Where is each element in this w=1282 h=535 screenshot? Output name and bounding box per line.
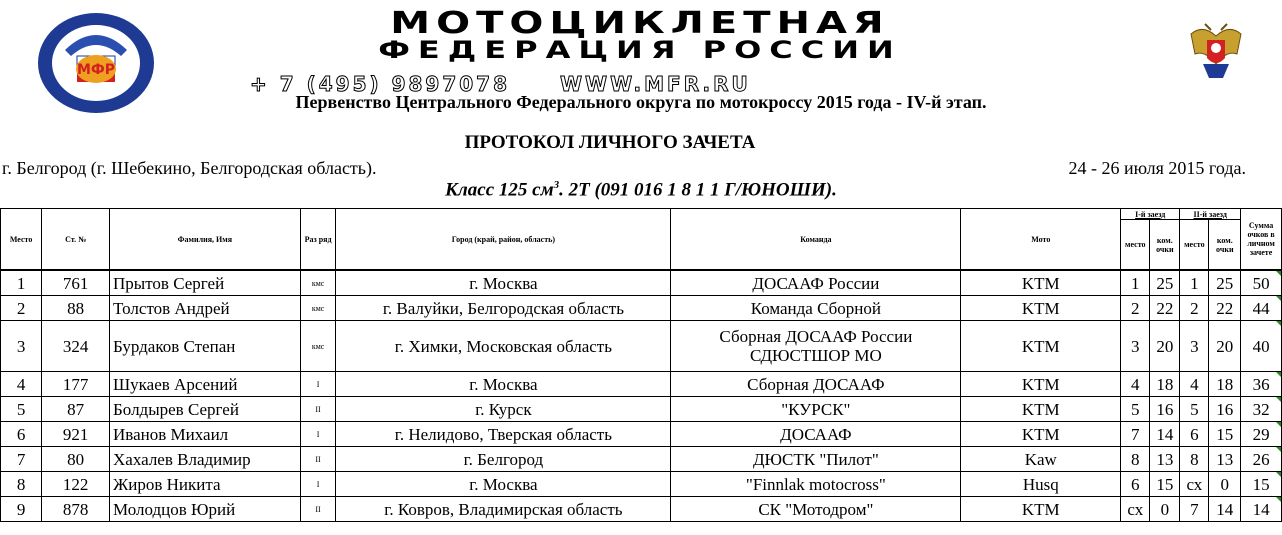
col-race1-place: место	[1121, 220, 1150, 270]
cell-r2-place: 4	[1180, 372, 1209, 397]
table-row	[1, 372, 1282, 397]
cell-r1-points: 25	[1150, 270, 1180, 296]
cell-r1-place: 1	[1121, 270, 1150, 296]
cell-city: г. Ковров, Владимирская область	[336, 497, 671, 522]
cell-moto: KTM	[961, 296, 1121, 321]
cell-rank: кмс	[300, 270, 336, 296]
cell-number: 88	[42, 296, 110, 321]
cell-rank: II	[300, 447, 336, 472]
cell-name: Шукаев Арсений	[110, 372, 301, 397]
cell-total: 50	[1241, 270, 1282, 296]
cell-name: Жиров Никита	[110, 472, 301, 497]
cell-r1-points: 14	[1150, 422, 1180, 447]
cell-moto: KTM	[961, 372, 1121, 397]
cell-r2-points: 14	[1209, 497, 1241, 522]
table-row	[1, 497, 1282, 522]
table-row	[1, 321, 1282, 372]
cell-city: г. Химки, Московская область	[336, 321, 671, 372]
col-name: Фамилия, Имя	[110, 209, 301, 271]
cell-moto: KTM	[961, 422, 1121, 447]
logo-text: МФР	[76, 62, 116, 78]
cell-r1-place: 8	[1121, 447, 1150, 472]
cell-r2-points: 16	[1209, 397, 1241, 422]
table-header-row	[1, 209, 1282, 220]
table-row	[1, 397, 1282, 422]
col-race2-place: место	[1180, 220, 1209, 270]
col-race2-points: ком. очки	[1209, 220, 1241, 270]
cell-name: Молодцов Юрий	[110, 497, 301, 522]
banner-title: МОТОЦИКЛЕТНАЯ	[390, 6, 890, 41]
cell-r1-points: 16	[1150, 397, 1180, 422]
cell-team: Команда Сборной	[671, 296, 961, 321]
cell-rank: I	[300, 472, 336, 497]
cell-place: 6	[1, 422, 42, 447]
cell-city: г. Валуйки, Белгородская область	[336, 296, 671, 321]
cell-r1-place: 4	[1121, 372, 1150, 397]
cell-moto: KTM	[961, 270, 1121, 296]
cell-rank: I	[300, 372, 336, 397]
cell-total: 32	[1241, 397, 1282, 422]
cell-moto: KTM	[961, 397, 1121, 422]
cell-r1-points: 13	[1150, 447, 1180, 472]
cell-rank: кмс	[300, 296, 336, 321]
cell-team: Сборная ДОСААФ	[671, 372, 961, 397]
col-moto: Мото	[961, 209, 1121, 271]
cell-r2-place: 6	[1180, 422, 1209, 447]
cell-moto: Kaw	[961, 447, 1121, 472]
cell-r1-points: 18	[1150, 372, 1180, 397]
cell-moto: KTM	[961, 497, 1121, 522]
cell-number: 80	[42, 447, 110, 472]
cell-number: 87	[42, 397, 110, 422]
event-dates: 24 - 26 июля 2015 года.	[1068, 158, 1246, 178]
cell-city: г. Москва	[336, 372, 671, 397]
cell-r2-points: 22	[1209, 296, 1241, 321]
protocol-title: ПРОТОКОЛ ЛИЧНОГО ЗАЧЕТА	[464, 132, 756, 153]
cell-city: г. Нелидово, Тверская область	[336, 422, 671, 447]
cell-number: 921	[42, 422, 110, 447]
cell-total: 44	[1241, 296, 1282, 321]
cell-city: г. Курск	[336, 397, 671, 422]
col-race1: I-й заезд	[1121, 209, 1180, 220]
cell-number: 324	[42, 321, 110, 372]
cell-r1-place: 5	[1121, 397, 1150, 422]
cell-rank: II	[300, 397, 336, 422]
table-row	[1, 422, 1282, 447]
cell-name: Иванов Михаил	[110, 422, 301, 447]
cell-total: 36	[1241, 372, 1282, 397]
cell-number: 761	[42, 270, 110, 296]
cell-total: 40	[1241, 321, 1282, 372]
cell-r2-points: 25	[1209, 270, 1241, 296]
cell-name: Хахалев Владимир	[110, 447, 301, 472]
cell-total: 15	[1241, 472, 1282, 497]
phone-number: + 7 (495) 9897078	[250, 72, 511, 96]
cell-team: Сборная ДОСААФ России СДЮСТШОР МО	[671, 321, 961, 372]
cell-place: 2	[1, 296, 42, 321]
cell-total: 14	[1241, 497, 1282, 522]
cell-r2-points: 13	[1209, 447, 1241, 472]
cell-city: г. Москва	[336, 472, 671, 497]
cell-team: СК "Мотодром"	[671, 497, 961, 522]
coat-of-arms-icon	[1183, 20, 1249, 82]
cell-moto: Husq	[961, 472, 1121, 497]
col-team: Команда	[671, 209, 961, 271]
cell-r2-points: 18	[1209, 372, 1241, 397]
cell-place: 7	[1, 447, 42, 472]
federation-banner	[230, 6, 1050, 102]
banner-subtitle: ФЕДЕРАЦИЯ РОССИИ	[378, 35, 902, 64]
cell-rank: II	[300, 497, 336, 522]
table-row	[1, 296, 1282, 321]
col-place: Место	[1, 209, 42, 271]
col-city: Город (край, район, область)	[336, 209, 671, 271]
cell-name: Прытов Сергей	[110, 270, 301, 296]
cell-r2-place: 3	[1180, 321, 1209, 372]
cell-place: 1	[1, 270, 42, 296]
cell-r1-place: 7	[1121, 422, 1150, 447]
col-number: Ст. №	[42, 209, 110, 271]
cell-r1-points: 20	[1150, 321, 1180, 372]
cell-city: г. Белгород	[336, 447, 671, 472]
cell-number: 122	[42, 472, 110, 497]
cell-r1-points: 15	[1150, 472, 1180, 497]
cell-number: 878	[42, 497, 110, 522]
cell-team: "КУРСК"	[671, 397, 961, 422]
cell-city: г. Москва	[336, 270, 671, 296]
cell-place: 4	[1, 372, 42, 397]
cell-r1-place: 3	[1121, 321, 1150, 372]
table-row	[1, 270, 1282, 296]
cell-r1-place: сх	[1121, 497, 1150, 522]
cell-moto: KTM	[961, 321, 1121, 372]
col-total: Сумма очков в личном зачете	[1241, 209, 1282, 271]
cell-rank: I	[300, 422, 336, 447]
cell-rank: кмс	[300, 321, 336, 372]
cell-r2-place: 2	[1180, 296, 1209, 321]
cell-place: 9	[1, 497, 42, 522]
cell-r2-points: 20	[1209, 321, 1241, 372]
col-rank: Раз ряд	[300, 209, 336, 271]
cell-r2-place: 7	[1180, 497, 1209, 522]
col-race1-points: ком. очки	[1150, 220, 1180, 270]
col-race2: II-й заезд	[1180, 209, 1241, 220]
cell-total: 26	[1241, 447, 1282, 472]
championship-title: Первенство Центрального Федерального округа по мотокроссу 2015 года - IV-й этап.	[295, 92, 987, 112]
cell-r1-points: 0	[1150, 497, 1180, 522]
cell-total: 29	[1241, 422, 1282, 447]
table-row	[1, 472, 1282, 497]
cell-r2-points: 0	[1209, 472, 1241, 497]
cell-r2-place: сх	[1180, 472, 1209, 497]
cell-team: ДЮСТК "Пилот"	[671, 447, 961, 472]
cell-place: 8	[1, 472, 42, 497]
cell-r2-points: 15	[1209, 422, 1241, 447]
cell-place: 5	[1, 397, 42, 422]
cell-name: Бурдаков Степан	[110, 321, 301, 372]
cell-team: "Finnlak motocross"	[671, 472, 961, 497]
cell-number: 177	[42, 372, 110, 397]
cell-r2-place: 8	[1180, 447, 1209, 472]
event-location: г. Белгород (г. Шебекино, Белгородская область).	[2, 158, 377, 178]
cell-team: ДОСААФ России	[671, 270, 961, 296]
cell-name: Толстов Андрей	[110, 296, 301, 321]
results-table	[0, 208, 1282, 522]
cell-r2-place: 1	[1180, 270, 1209, 296]
class-title: Класс 125 $см^3$. 2Т (091 016 1 8 1 1 Г/ЮНОШИ).	[445, 179, 837, 201]
cell-name: Болдырев Сергей	[110, 397, 301, 422]
cell-place: 3	[1, 321, 42, 372]
cell-r2-place: 5	[1180, 397, 1209, 422]
website-link: WWW.MFR.RU	[559, 72, 751, 96]
cell-r1-place: 6	[1121, 472, 1150, 497]
cell-r1-points: 22	[1150, 296, 1180, 321]
table-row	[1, 447, 1282, 472]
cell-team: ДОСААФ	[671, 422, 961, 447]
cell-r1-place: 2	[1121, 296, 1150, 321]
